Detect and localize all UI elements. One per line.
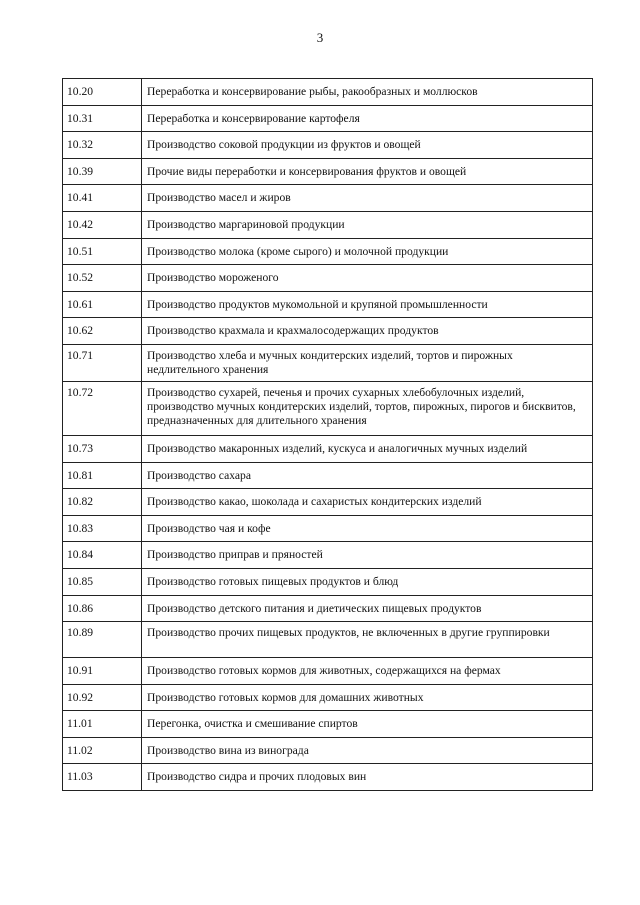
activity-code: 10.84 bbox=[63, 542, 142, 569]
activity-code: 11.03 bbox=[63, 764, 142, 791]
activity-code: 10.85 bbox=[63, 568, 142, 595]
activity-name: Производство макаронных изделий, кускуса и аналогичных мучных изделий bbox=[142, 435, 593, 462]
activity-codes-table bbox=[62, 78, 593, 791]
activity-name: Прочие виды переработки и консервирования фруктов и овощей bbox=[142, 158, 593, 185]
activity-name: Переработка и консервирование картофеля bbox=[142, 105, 593, 132]
table-row bbox=[63, 265, 593, 292]
activity-name: Переработка и консервирование рыбы, ракообразных и моллюсков bbox=[142, 79, 593, 106]
table-row bbox=[63, 132, 593, 159]
table-row bbox=[63, 462, 593, 489]
activity-name: Производство чая и кофе bbox=[142, 515, 593, 542]
table-row bbox=[63, 684, 593, 711]
activity-name: Перегонка, очистка и смешивание спиртов bbox=[142, 711, 593, 738]
activity-name: Производство приправ и пряностей bbox=[142, 542, 593, 569]
activity-name: Производство какао, шоколада и сахаристых кондитерских изделий bbox=[142, 489, 593, 516]
table-row bbox=[63, 542, 593, 569]
activity-code: 10.52 bbox=[63, 265, 142, 292]
table-row bbox=[63, 435, 593, 462]
activity-name: Производство готовых пищевых продуктов и блюд bbox=[142, 568, 593, 595]
activity-code: 10.42 bbox=[63, 211, 142, 238]
table-row bbox=[63, 318, 593, 345]
activity-name: Производство мороженого bbox=[142, 265, 593, 292]
activity-name: Производство вина из винограда bbox=[142, 737, 593, 764]
activity-name: Производство масел и жиров bbox=[142, 185, 593, 212]
table-row bbox=[63, 568, 593, 595]
table-row bbox=[63, 291, 593, 318]
table-row bbox=[63, 489, 593, 516]
activity-code: 10.89 bbox=[63, 622, 142, 658]
activity-code: 10.91 bbox=[63, 658, 142, 685]
table-row bbox=[63, 238, 593, 265]
activity-code: 10.41 bbox=[63, 185, 142, 212]
activity-code: 10.83 bbox=[63, 515, 142, 542]
activity-code: 10.51 bbox=[63, 238, 142, 265]
activity-name: Производство прочих пищевых продуктов, не включенных в другие группировки bbox=[142, 622, 593, 658]
activity-name: Производство сидра и прочих плодовых вин bbox=[142, 764, 593, 791]
activity-code: 10.61 bbox=[63, 291, 142, 318]
table-row bbox=[63, 344, 593, 381]
activity-name: Производство маргариновой продукции bbox=[142, 211, 593, 238]
activity-code: 10.73 bbox=[63, 435, 142, 462]
table-row bbox=[63, 737, 593, 764]
page-number: 3 bbox=[316, 30, 324, 45]
activity-code: 10.82 bbox=[63, 489, 142, 516]
activity-name: Производство готовых кормов для животных, содержащихся на фермах bbox=[142, 658, 593, 685]
activity-code: 11.01 bbox=[63, 711, 142, 738]
activity-code: 10.62 bbox=[63, 318, 142, 345]
table-row bbox=[63, 185, 593, 212]
activity-code: 10.71 bbox=[63, 344, 142, 381]
activity-name: Производство сахара bbox=[142, 462, 593, 489]
activity-code: 11.02 bbox=[63, 737, 142, 764]
activity-name: Производство молока (кроме сырого) и молочной продукции bbox=[142, 238, 593, 265]
table-row bbox=[63, 79, 593, 106]
activity-code: 10.39 bbox=[63, 158, 142, 185]
activity-code: 10.31 bbox=[63, 105, 142, 132]
activity-name: Производство продуктов мукомольной и крупяной промышленности bbox=[142, 291, 593, 318]
activity-name: Производство детского питания и диетических пищевых продуктов bbox=[142, 595, 593, 622]
activity-codes-table-body bbox=[63, 79, 593, 791]
activity-name: Производство крахмала и крахмалосодержащих продуктов bbox=[142, 318, 593, 345]
table-row bbox=[63, 515, 593, 542]
activity-name: Производство соковой продукции из фруктов и овощей bbox=[142, 132, 593, 159]
table-row bbox=[63, 658, 593, 685]
activity-name: Производство готовых кормов для домашних животных bbox=[142, 684, 593, 711]
table-row bbox=[63, 764, 593, 791]
activity-code: 10.20 bbox=[63, 79, 142, 106]
table-row bbox=[63, 622, 593, 658]
activity-code: 10.81 bbox=[63, 462, 142, 489]
activity-code: 10.72 bbox=[63, 381, 142, 435]
table-row bbox=[63, 158, 593, 185]
activity-code: 10.86 bbox=[63, 595, 142, 622]
activity-name: Производство сухарей, печенья и прочих сухарных хлебобулочных изделий, производство мучных кондитерских изделий, тортов, пирожных, пирогов и бисквитов, предназначенных для длительного хранения bbox=[142, 381, 593, 435]
table-row bbox=[63, 595, 593, 622]
activity-code: 10.32 bbox=[63, 132, 142, 159]
table-row bbox=[63, 381, 593, 435]
table-row bbox=[63, 711, 593, 738]
activity-code: 10.92 bbox=[63, 684, 142, 711]
table-row bbox=[63, 105, 593, 132]
activity-name: Производство хлеба и мучных кондитерских изделий, тортов и пирожных недлительного хранения bbox=[142, 344, 593, 381]
table-row bbox=[63, 211, 593, 238]
